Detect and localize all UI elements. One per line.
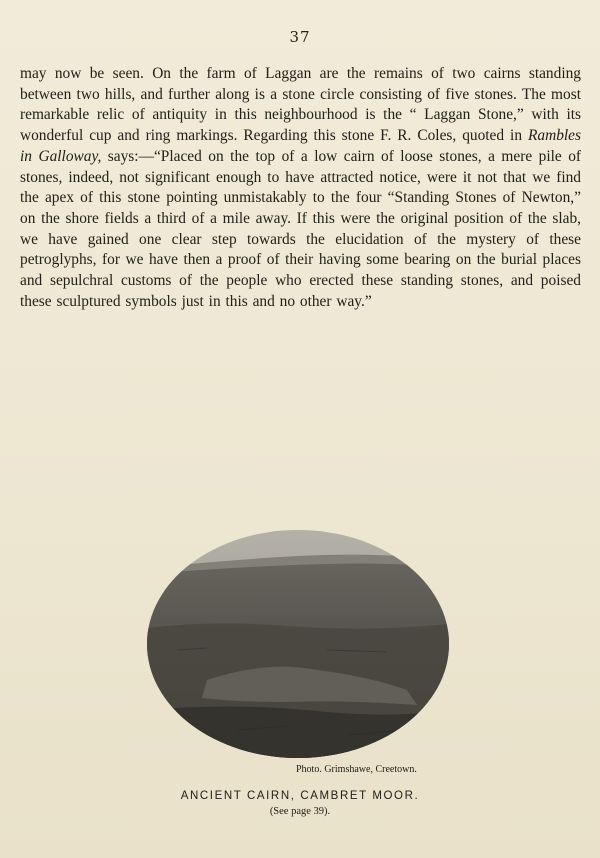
page-number: 37 (289, 28, 311, 46)
book-title-italic: Rambles in Galloway, (20, 127, 581, 165)
photo-caption: ANCIENT CAIRN, CAMBRET MOOR. (180, 790, 420, 802)
body-paragraph (20, 64, 581, 312)
body-text-part-2: says:—“Placed on the top of a low cairn of loose stones, a mere pile of stones, indeed, not significant enough to have attracted notice, were it not that we find the apex of this stone pointing unmistakably to the four “Standing Stones of Newton,” on the shore fields a third of a mile away. If this were the original position of the slab, we have gained one clear step towards the elucidation of the mystery of these petroglyphs, for we have then a proof of their having some bearing on the burial places and sepulchral customs of the people who erected these standing stones, and poised these sculptured symbols just in this and no other way.” (20, 147, 582, 310)
cairn-photograph (147, 530, 449, 758)
photo-credit: Photo. Grimshawe, Creetown. (296, 764, 417, 775)
body-text-part-1: may now be seen. On the farm of Laggan are the remains of two cairns standing between two hills, and further along is a stone circle consisting of five stones. The most remarkable relic of antiquity in this neighbourhood is the “ Laggan Stone,” with its wonderful cup and ring markings. Regarding this stone F. R. Coles, quoted in (20, 65, 581, 145)
page-reference: (See page 39). (269, 806, 331, 817)
